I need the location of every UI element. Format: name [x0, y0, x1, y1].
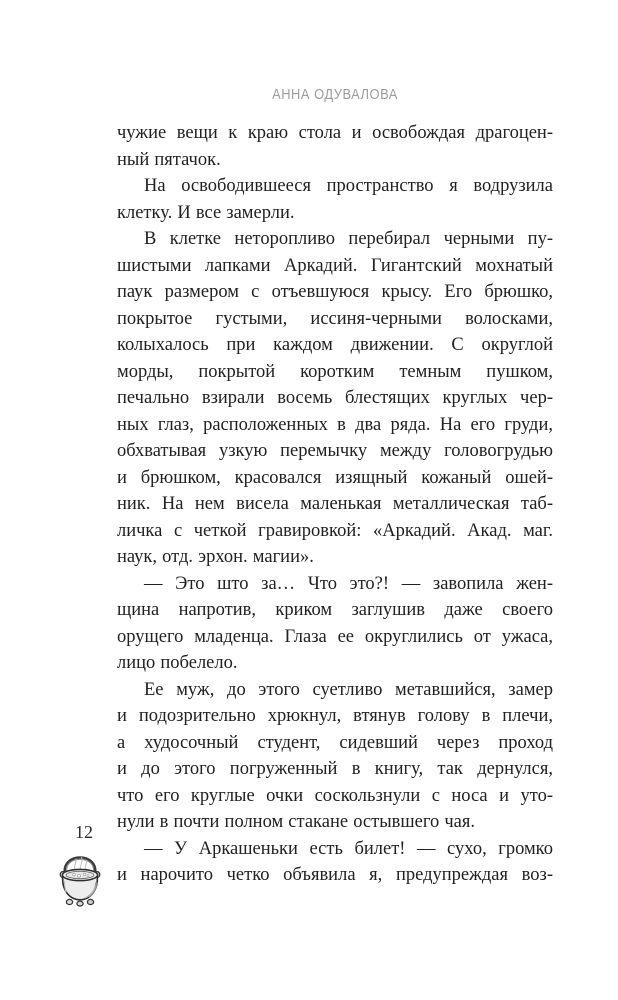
text-line: лицо побелело. [117, 653, 238, 673]
running-header-author: АННА ОДУВАЛОВА [272, 86, 398, 103]
text-line: наук, отд. эрхон. магии». [117, 547, 314, 567]
text-line: шистыми лапками Аркадий. Гигантский мохнатый [117, 255, 553, 276]
text-line: морды, покрытой коротким темным пушком, [117, 361, 553, 382]
text-line: нули в почти полном стакане остывшего чая. [117, 812, 475, 832]
text-line: клетку. И все замерли. [117, 202, 295, 223]
text-line: покрытое густыми, иссиня-черными волосками, [117, 308, 553, 329]
text-line: что его круглые очки соскользнули с носа и уто- [117, 785, 553, 806]
paragraph [117, 120, 553, 173]
paragraph [117, 836, 553, 889]
text-line: — Это што за… Что это?! — завопила жен- [144, 573, 553, 594]
text-line: орущего младенца. Глаза ее округлились от ужаса, [117, 626, 553, 647]
text-line: и нарочито четко объявила я, предупреждая воз- [117, 865, 553, 885]
text-line: ный пятачок. [117, 149, 221, 170]
page-number: 12 [75, 822, 93, 842]
text-line: щина напротив, криком заглушив даже своего [117, 600, 553, 620]
text-line: обхватывая узкую перемычку между головогрудью [117, 441, 553, 461]
paragraph [117, 173, 553, 226]
text-line: и подозрительно хрюкнул, втянув голову в плечи, [117, 706, 553, 726]
cauldron-icon [57, 845, 103, 907]
text-line: личка с четкой гравировкой: «Аркадий. Акад. маг. [117, 520, 553, 541]
body-text [117, 120, 553, 889]
text-line: чужие вещи к краю стола и освобождая драгоцен- [117, 123, 553, 143]
text-line: На освободившееся пространство я водрузила [144, 176, 553, 196]
text-line: Ее муж, до этого суетливо метавшийся, замер [144, 679, 553, 700]
paragraph [117, 226, 553, 571]
text-line: печально взирали восемь блестящих круглых чер- [117, 388, 553, 408]
text-line: колыхалось при каждом движении. С округлой [117, 335, 553, 355]
text-line: а худосочный студент, сидевший через проход [117, 732, 553, 753]
paragraph [117, 571, 553, 677]
text-line: и брюшком, красовался изящный кожаный ошей- [117, 467, 553, 488]
text-line: и до этого погруженный в книгу, так дернулся, [117, 759, 553, 779]
text-line: В клетке неторопливо перебирал черными пу- [144, 229, 553, 249]
text-line: — У Аркашеньки есть билет! — сухо, громко [144, 838, 553, 859]
text-line: ных глаз, расположенных в два ряда. На его груди, [117, 414, 553, 435]
paragraph [117, 677, 553, 836]
text-line: ник. На нем висела маленькая металлическая таб- [117, 494, 553, 514]
text-line: паук размером с отъевшуюся крысу. Его брюшко, [117, 282, 553, 302]
